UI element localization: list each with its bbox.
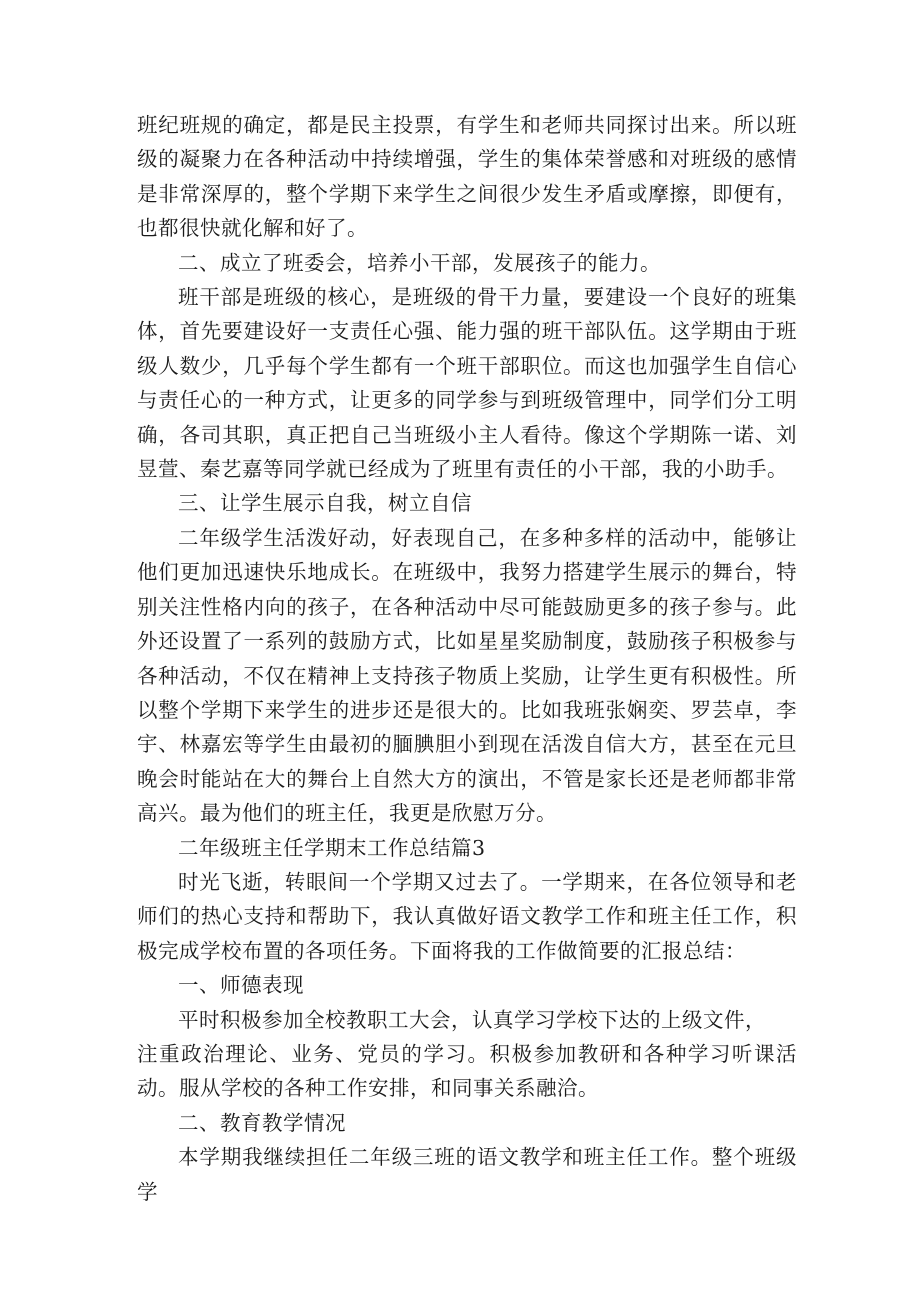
- paragraph-teaching-assignment: 本学期我继续担任二年级三班的语文教学和班主任工作。整个班级学: [137, 1145, 797, 1204]
- heading-self-display: 三、让学生展示自我，树立自信: [178, 491, 472, 516]
- paragraph-class-cadres: 班干部是班级的核心，是班级的骨干力量，要建设一个良好的班集体，首先要建设好一支责任心强、能力强的班干部队伍。这学期由于班级人数少，几乎每个学生都有一个班干部职位。而这也加强学生自信心与责任心的一种方式，让更多的同学参与到班级管理中，同学们分工明确，各司其职，真正把自己当班级小主人看待。像这个学期陈一诺、刘昱萱、秦艺嘉等同学就已经成为了班里有责任的小干部，我的小助手。: [137, 285, 797, 482]
- heading-teaching: 二、教育教学情况: [178, 1110, 346, 1135]
- heading-summary-part3: 二年级班主任学期末工作总结篇3: [178, 835, 486, 860]
- paragraph-meetings: 平时积极参加全校教职工大会，认真学习学校下达的上级文件，: [178, 1007, 766, 1032]
- document-body: [137, 108, 797, 1209]
- heading-teacher-ethics: 一、师德表现: [178, 973, 304, 998]
- heading-class-committee: 二、成立了班委会，培养小干部，发展孩子的能力。: [178, 250, 661, 275]
- paragraph-student-activities: 二年级学生活泼好动，好表现自己，在多种多样的活动中，能够让他们更加迅速快乐地成长。在班级中，我努力搭建学生展示的舞台，特别关注性格内向的孩子，在各种活动中尽可能鼓励更多的孩子参与。此外还设置了一系列的鼓励方式，比如星星奖励制度，鼓励孩子积极参与各种活动，不仅在精神上支持孩子物质上奖励，让学生更有积极性。所以整个学期下来学生的进步还是很大的。比如我班张娴奕、罗芸卓，李宇、林嘉宏等学生由最初的腼腆胆小到现在活泼自信大方，甚至在元旦晚会时能站在大的舞台上自然大方的演出，不管是家长还是老师都非常高兴。最为他们的班主任，我更是欣慰万分。: [137, 525, 797, 826]
- paragraph-class-rules: 班纪班规的确定，都是民主投票，有学生和老师共同探讨出来。所以班级的凝聚力在各种活动中持续增强，学生的集体荣誉感和对班级的感情是非常深厚的，整个学期下来学生之间很少发生矛盾或摩擦，即便有，也都很快就化解和好了。: [137, 113, 797, 241]
- paragraph-political-study: 注重政治理论、业务、党员的学习。积极参加教研和各种学习听课活动。服从学校的各种工作安排，和同事关系融洽。: [137, 1041, 797, 1101]
- paragraph-semester-intro: 时光飞逝，转眼间一个学期又过去了。一学期来，在各位领导和老师们的热心支持和帮助下，我认真做好语文教学工作和班主任工作，积极完成学校布置的各项任务。下面将我的工作做简要的汇报总结：: [137, 869, 797, 963]
